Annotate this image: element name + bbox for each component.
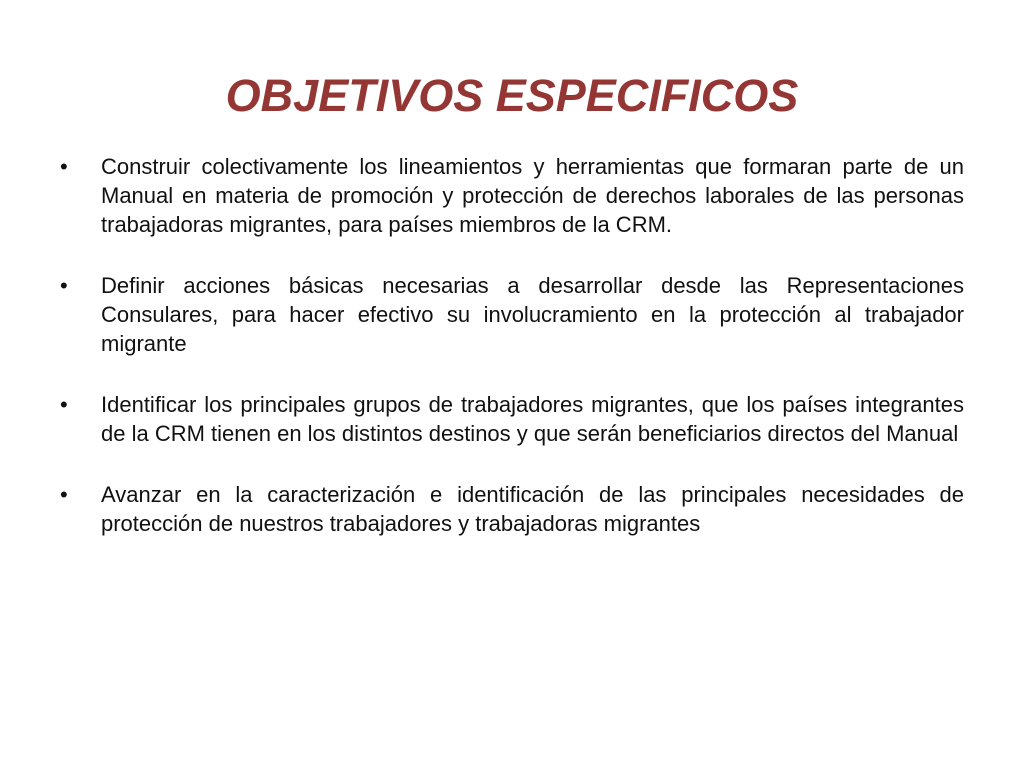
bullet-dot-icon: • xyxy=(60,273,68,298)
bullet-dot-icon: • xyxy=(60,154,68,179)
bullet-dot-icon: • xyxy=(60,392,68,417)
bullet-dot-icon: • xyxy=(60,482,68,507)
slide-title: OBJETIVOS ESPECIFICOS xyxy=(225,70,799,121)
bullet-item xyxy=(60,152,964,239)
bullet-item xyxy=(60,480,964,538)
bullet-item xyxy=(60,390,964,448)
bullet-text: Avanzar en la caracterización e identificación de las principales necesidades de protección de nuestros trabajadores y trabajadoras migrantes xyxy=(101,482,964,536)
bullet-text: Definir acciones básicas necesarias a desarrollar desde las Representaciones Consulares, para hacer efectivo su involucramiento en la protección al trabajador migrante xyxy=(101,273,964,356)
bullet-list xyxy=(60,152,964,570)
bullet-item xyxy=(60,271,964,358)
bullet-text: Construir colectivamente los lineamientos y herramientas que formaran parte de un Manual en materia de promoción y protección de derechos laborales de las personas trabajadoras migrantes, para países miembros de la CRM. xyxy=(101,154,964,237)
bullet-text: Identificar los principales grupos de trabajadores migrantes, que los países integrantes de la CRM tienen en los distintos destinos y que serán beneficiarios directos del Manual xyxy=(101,392,964,446)
